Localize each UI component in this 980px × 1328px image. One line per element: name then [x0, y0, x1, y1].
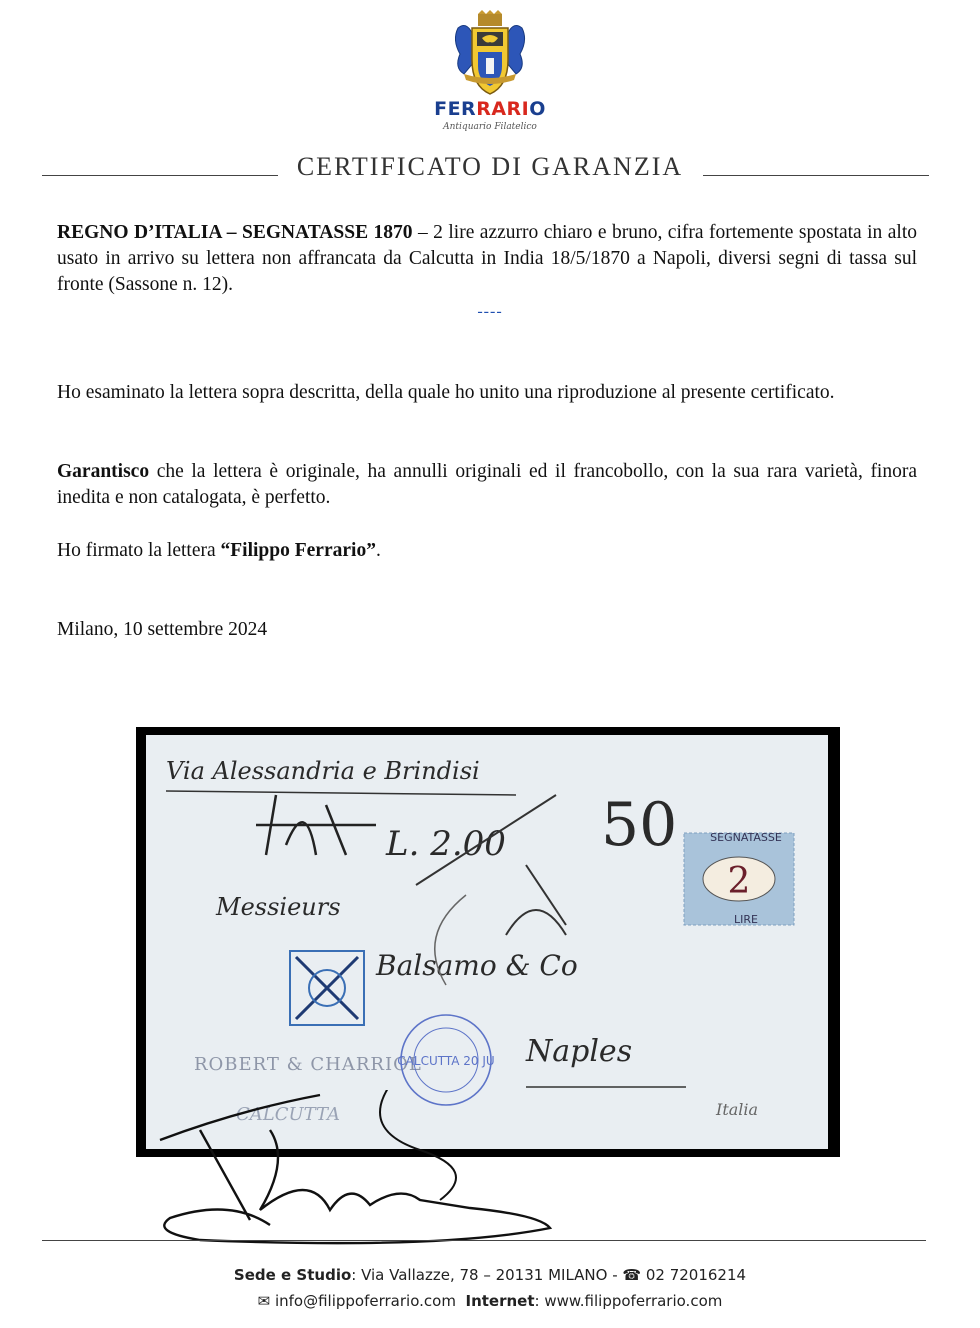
blue-handstamp: [290, 951, 364, 1025]
sender-name: ROBERT & CHARRIOL: [194, 1054, 422, 1075]
svg-text:2: 2: [727, 861, 751, 902]
mail-icon: ✉: [257, 1292, 271, 1310]
title-rule-right: [703, 175, 929, 176]
recipient: Balsamo & Co: [376, 949, 578, 982]
tax-number: 50: [601, 790, 678, 860]
footer-contacts: ✉ info@filippoferrario.com Internet: www.filippoferrario.com: [257, 1292, 723, 1310]
letter-photo: [146, 735, 828, 1149]
addressee: Messieurs: [216, 893, 341, 921]
lot-description: REGNO D’ITALIA – SEGNATASSE 1870 – 2 lire azzurro chiaro e bruno, cifra fortemente spostata in alto usato in arrivo su lettera non affrancata da Calcutta in India 18/5/1870 a Napoli, diversi segni di tassa sul fronte (Sassone n. 12).: [57, 222, 917, 295]
destination-city: Naples: [526, 1034, 633, 1069]
email-link[interactable]: info@filippoferrario.com: [274, 1292, 456, 1310]
description-separator: ----: [477, 303, 503, 320]
signature-statement: Ho firmato la lettera “Filippo Ferrario”.: [57, 540, 381, 561]
signature-flourish: [140, 1090, 560, 1250]
brand-name: FERRARIO: [434, 98, 546, 120]
tax-mark: L. 2.00: [386, 824, 506, 864]
lot-heading: REGNO D’ITALIA – SEGNATASSE 1870: [57, 222, 413, 243]
guarantee-paragraph: Garantisco che la lettera è originale, ha annulli originali ed il francobollo, con la sua rara varietà, finora inedita e non catalogata, è perfetto.: [57, 461, 917, 508]
svg-text:CALCUTTA 20 JU: CALCUTTA 20 JU: [397, 1054, 495, 1068]
svg-text:SEGNATASSE: SEGNATASSE: [710, 831, 782, 844]
footer-address: Sede e Studio: Via Vallazze, 78 – 20131 MILANO - ☎ 02 72016214: [233, 1266, 747, 1284]
place-and-date: Milano, 10 settembre 2024: [57, 619, 268, 640]
phone-fax-icon: ☎: [622, 1266, 642, 1284]
website-link[interactable]: : www.filippoferrario.com: [534, 1292, 723, 1310]
examination-paragraph: Ho esaminato la lettera sopra descritta, della quale ho unito una riproduzione al presente certificato.: [57, 382, 835, 403]
svg-text:LIRE: LIRE: [734, 913, 758, 926]
postage-due-stamp: [684, 831, 794, 926]
certificate-title: CERTIFICATO DI GARANZIA: [296, 152, 684, 181]
destination-country: Italia: [716, 1100, 759, 1119]
sender-city: CALCUTTA: [236, 1104, 341, 1125]
footer-rule: [42, 1240, 926, 1241]
coat-of-arms-logo: [444, 10, 536, 100]
brand-tagline: Antiquario Filatelico: [443, 122, 537, 132]
route-inscription: Via Alessandria e Brindisi: [166, 757, 480, 785]
